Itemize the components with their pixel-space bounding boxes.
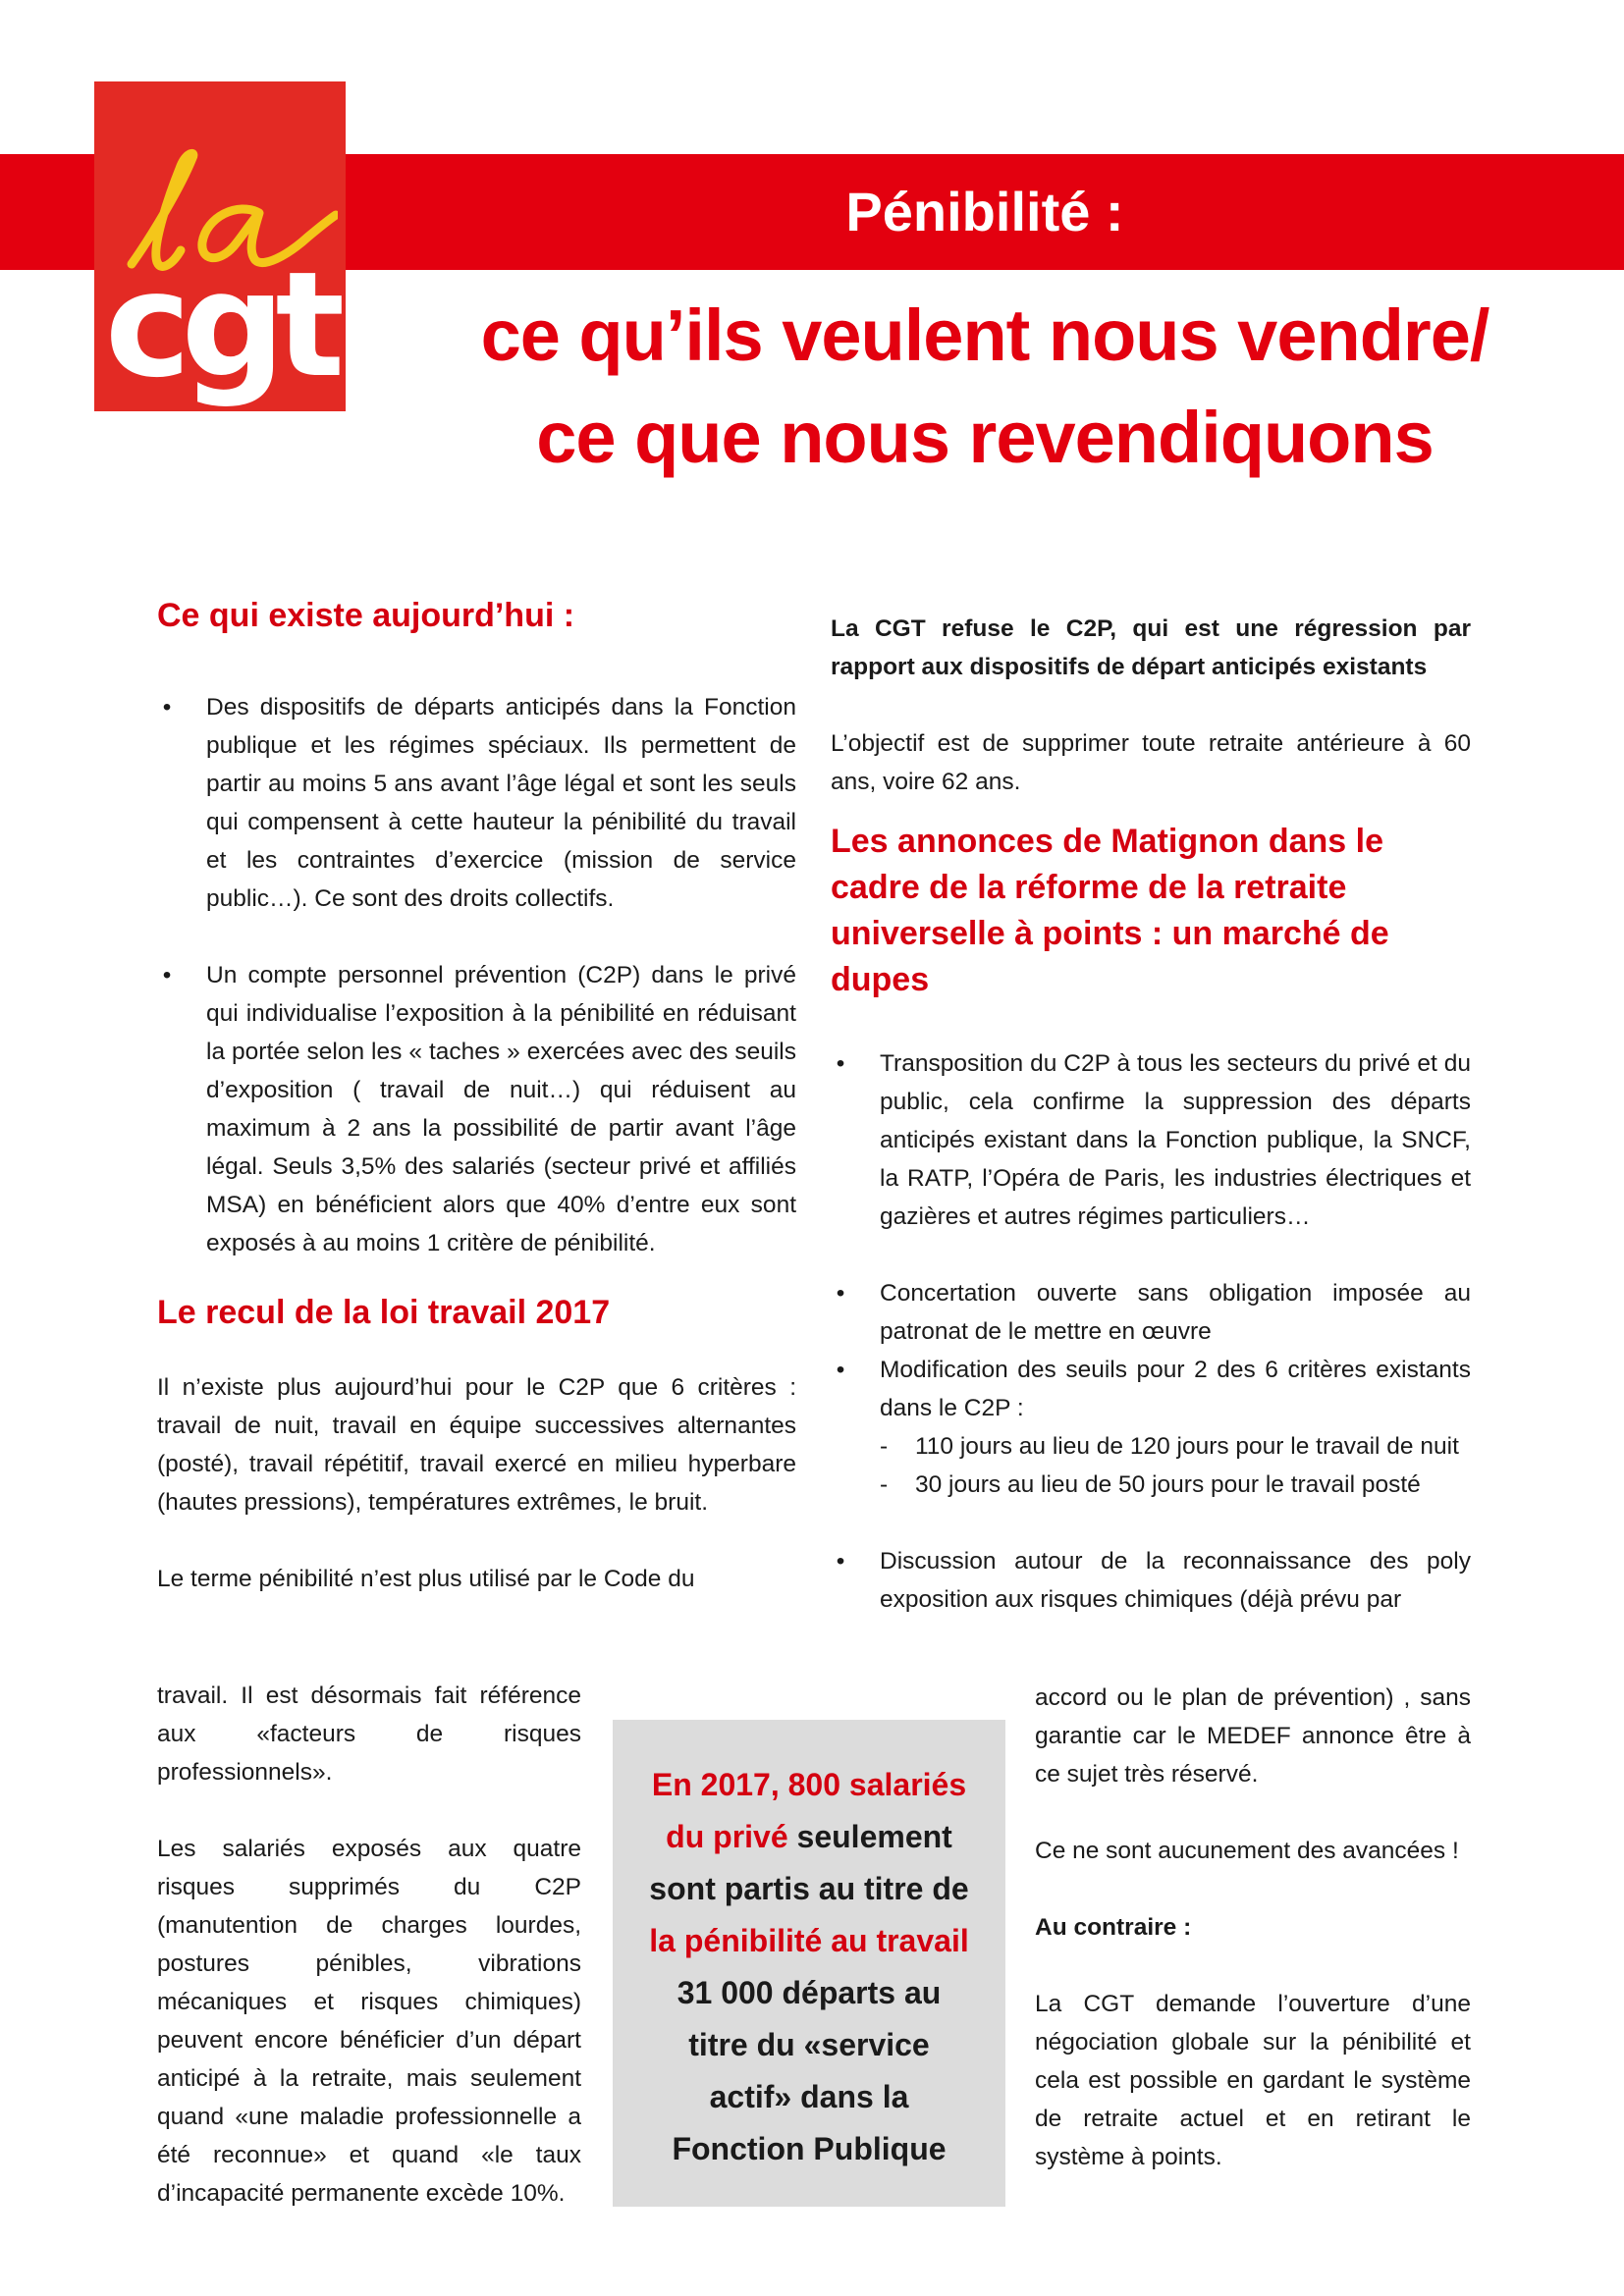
list-item <box>831 1351 1471 1427</box>
box-line-1: En 2017, 800 salariés <box>651 1767 967 1802</box>
bullet-text-transposition: Transposition du C2P à tous les secteurs du privé et du public, cela confirme la suppression des départs anticipés existant dans la Fonction publique, la SNCF, la RATP, l’Opéra de Paris, les industries électriques et gazières et autres régimes particuliers… <box>880 1050 1471 1230</box>
sub-item-travail-poste: 30 jours au lieu de 50 jours pour le travail posté <box>915 1471 1421 1498</box>
box-line-4: la pénibilité au travail <box>649 1923 969 1958</box>
bullet-icon: • <box>836 1050 845 1077</box>
paragraph-au-contraire: Au contraire : <box>1035 1914 1192 1941</box>
paragraph-terme-penibilite-1: Le terme pénibilité n’est plus utilisé par le Code du <box>157 1566 695 1592</box>
list-item <box>831 1274 1471 1351</box>
dash-icon: - <box>880 1471 889 1498</box>
list-item <box>831 1044 1471 1236</box>
bullet-icon: • <box>162 962 172 988</box>
box-line-2-red: du privé <box>666 1819 788 1854</box>
sub-item-travail-nuit: 110 jours au lieu de 120 jours pour le travail de nuit <box>915 1433 1459 1460</box>
right-column <box>831 610 1471 1619</box>
box-line-2-black: seulement <box>787 1819 952 1854</box>
list-item <box>157 688 796 918</box>
heading-loi-travail: Le recul de la loi travail 2017 <box>157 1294 611 1331</box>
box-line-7: actif» dans la <box>709 2079 909 2114</box>
paragraph-objectif: L’objectif est de supprimer toute retraite antérieure à 60 ans, voire 62 ans. <box>831 730 1471 795</box>
cgt-logo <box>94 81 346 411</box>
bullet-icon: • <box>162 694 172 721</box>
right-column-bottom <box>1035 1832 1471 2176</box>
sub-list-item <box>880 1466 1471 1504</box>
paragraph-cgt-refuse: La CGT refuse le C2P, qui est une régression par rapport aux dispositifs de départ anticipés existants <box>831 615 1471 680</box>
box-line-3: sont partis au titre de <box>649 1871 969 1906</box>
bullet-text-poly-exposition-cont: accord ou le plan de prévention) , sans garantie car le MEDEF annonce être à ce sujet très réservé. <box>1035 1684 1471 1788</box>
bullet-text-departs-anticipes: Des dispositifs de départs anticipés dans la Fonction publique et les régimes spéciaux. Ils permettent de partir au moins 5 ans avant l’âge légal et sont les seuls qui compensent à cette hauteur la pénibilité du travail et les contraintes d’exercice (mission de service public…). Ce sont des droits collectifs. <box>206 694 796 912</box>
bullet-text-poly-exposition: Discussion autour de la reconnaissance des poly exposition aux risques chimiques (déjà prévu par <box>880 1548 1471 1613</box>
list-item <box>831 1542 1471 1619</box>
right-column-narrow <box>1035 1679 1471 1793</box>
main-title <box>346 285 1624 489</box>
box-line-8: Fonction Publique <box>672 2131 947 2166</box>
paragraph-cgt-demande: La CGT demande l’ouverture d’une négociation globale sur la pénibilité et cela est possible en gardant le système de retraite actuel et en retirant le système à points. <box>1035 1991 1471 2170</box>
main-title-line-1: ce qu’ils veulent nous vendre/ <box>480 294 1489 376</box>
cgt-wordmark: cgt <box>104 240 336 409</box>
paragraph-criteres: Il n’existe plus aujourd’hui pour le C2P que 6 critères : travail de nuit, travail en équipe successives alternantes (posté), travail répétitif, travail exercé en milieu hyperbare (hautes pressions), températures extrêmes, le bruit. <box>157 1374 796 1516</box>
sub-list-item <box>880 1427 1471 1466</box>
main-title-line-2: ce que nous revendiquons <box>536 397 1434 478</box>
dash-icon: - <box>880 1433 889 1460</box>
paragraph-aucunement: Ce ne sont aucunement des avancées ! <box>1035 1838 1459 1864</box>
bullet-icon: • <box>836 1357 845 1383</box>
list-item <box>157 956 796 1262</box>
bullet-text-modification-seuils: Modification des seuils pour 2 des 6 critères existants dans le C2P : <box>880 1357 1471 1421</box>
bullet-text-concertation: Concertation ouverte sans obligation imposée au patronat de le mettre en œuvre <box>880 1280 1471 1345</box>
bullet-icon: • <box>836 1280 845 1307</box>
bullet-text-c2p: Un compte personnel prévention (C2P) dans le privé qui individualise l’exposition à la pénibilité en réduisant la portée selon les « taches » exercées avec des seuils d’exposition ( travail de nuit…) qui réduisent au maximum à 2 ans la possibilité de partir avant l’âge légal. Seuls 3,5% des salariés (secteur privé et affiliés MSA) en bénéficient alors que 40% d’entre eux sont exposés à au moins 1 critère de pénibilité. <box>206 962 796 1256</box>
highlight-box <box>613 1720 1005 2207</box>
left-column <box>157 593 796 1598</box>
bullet-icon: • <box>836 1548 845 1575</box>
box-line-6: titre du «service <box>688 2027 930 2062</box>
heading-existing: Ce qui existe aujourd’hui : <box>157 597 575 634</box>
heading-matignon: Les annonces de Matignon dans le cadre de la réforme de la retraite universelle à points : un marché de dupes <box>831 823 1389 998</box>
paragraph-terme-penibilite-2: travail. Il est désormais fait référence aux «facteurs de risques professionnels». <box>157 1682 581 1786</box>
paragraph-risques-supprimes: Les salariés exposés aux quatre risques supprimés du C2P (manutention de charges lourdes, postures pénibles, vibrations mécaniques et risques chimiques) peuvent encore bénéficier d’un départ anticipé à la retraite, mais seulement quand «une maladie professionnelle a été reconnue» et quand «le taux d’incapacité permanente excède 10%. <box>157 1836 581 2207</box>
highlight-text <box>613 1759 1005 2175</box>
band-title: Pénibilité : <box>845 181 1124 242</box>
box-line-2 <box>613 1811 1005 1863</box>
box-line-5: 31 000 départs au <box>677 1975 942 2010</box>
left-column-narrow <box>157 1677 581 2213</box>
